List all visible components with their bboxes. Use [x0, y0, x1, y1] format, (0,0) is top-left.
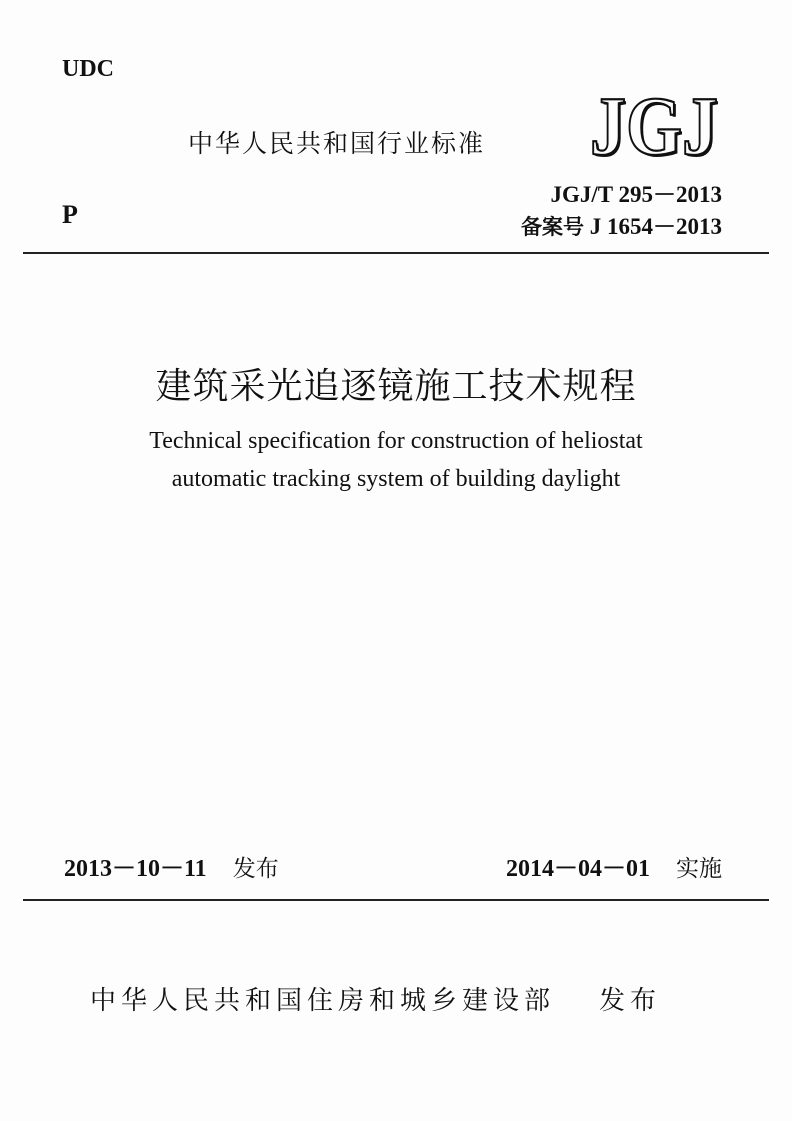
category-code: P: [62, 200, 78, 229]
issue-date-line: [64, 848, 279, 883]
jgj-logo: [588, 84, 726, 160]
issuer-name: 中华人民共和国住房和城乡建设部: [90, 986, 556, 1016]
implement-label: 实施: [676, 856, 722, 882]
industry-standard-heading: 中华人民共和国行业标准: [188, 129, 486, 158]
issuer-line: [90, 980, 661, 1017]
issuer-action: 发布: [599, 986, 662, 1016]
top-divider: [23, 252, 769, 254]
english-title-line-1: Technical specification for construction of heliostat: [149, 428, 643, 454]
udc-label: UDC: [62, 56, 114, 82]
issue-label: 发布: [232, 856, 279, 882]
record-label: 备案号: [521, 215, 584, 239]
bottom-divider: [23, 899, 769, 901]
chinese-title: 建筑采光追逐镜施工技术规程: [155, 366, 637, 407]
svg-text:JGJ: JGJ: [592, 84, 720, 160]
english-title-line-2: automatic tracking system of building daylight: [171, 466, 621, 492]
record-number-line: [521, 208, 722, 241]
svg-text:JGJ: JGJ: [590, 84, 718, 160]
record-number: J 1654－2013: [589, 214, 722, 239]
implement-date: 2014－04－01: [506, 856, 650, 882]
standard-number: JGJ/T 295－2013: [550, 182, 722, 207]
implement-date-line: [506, 848, 722, 883]
issue-date: 2013－10－11: [64, 856, 207, 882]
